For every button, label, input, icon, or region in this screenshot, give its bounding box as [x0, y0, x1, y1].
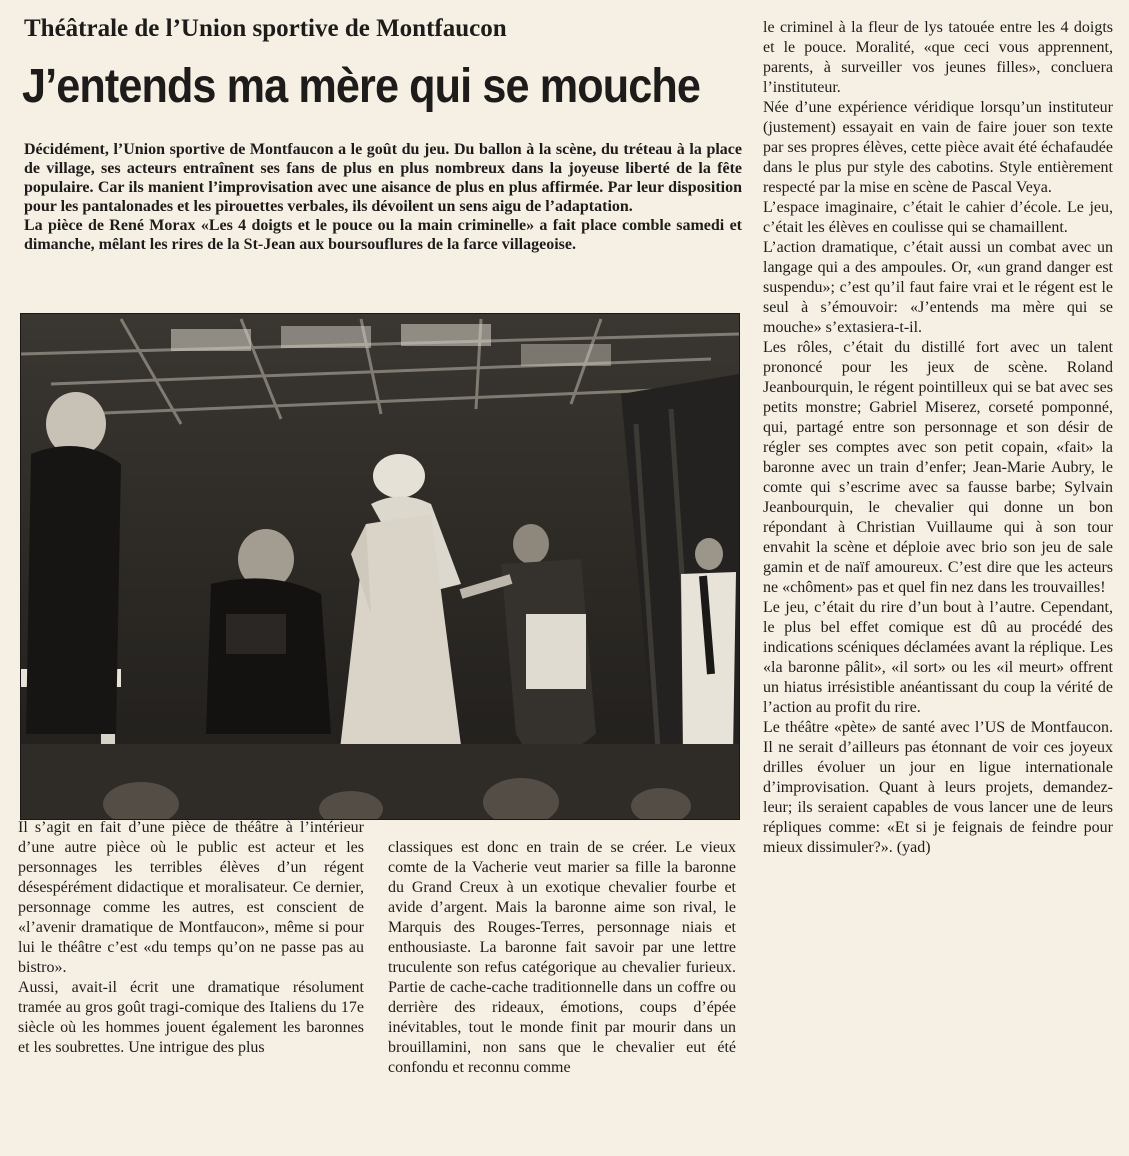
- body-paragraph: Née d’une expérience véridique lorsqu’un instituteur (justement) essayait en vain de faire jouer son texte par ses propres élèves, cette pièce avait été échafaudée dans le plus pur style des cabotins. Style entièrement respecté par la mise en scène de Pascal Veya.: [763, 99, 1113, 196]
- lead-paragraph: Décidément, l’Union sportive de Montfaucon a le goût du jeu. Du ballon à la scène, du tréteau à la place de village, ses acteurs entraînent ses fans de plus en plus nombreux dans la joyeuse liberté de la fête populaire. Car ils manient l’improvisation avec une aisance de plus en plus affirmée. Par leur disposition pour les pantalonades et les pirouettes verbales, ils dévoilent un sens aigu de l’adaptation.: [24, 141, 742, 215]
- body-paragraph: Aussi, avait-il écrit une dramatique résolument tramée au gros goût tragi-comique des Italiens du 17e siècle où les hommes jouent également les baronnes et les soubrettes. Une intrigue des plus: [18, 979, 364, 1056]
- body-paragraph: Le jeu, c’était du rire d’un bout à l’autre. Cependant, le plus bel effet comique est dû au procédé des indications scéniques déclamées avant la réplique. Les «la baronne pâlit», «il sort» ou les «il meurt» offrent un hiatus irrésistible anéantissant du coup la vérité de l’action au profit du rire.: [763, 599, 1113, 716]
- body-paragraph: L’action dramatique, c’était aussi un combat avec un langage qui a des ampoules. Or, «un grand danger est suspendu»; c’est qu’il faut faire vrai et le régent est le seul à s’émouvoir: «J’entends ma mère qui se mouche» s’extasiera-t-il.: [763, 239, 1113, 336]
- article-lead: [24, 140, 742, 254]
- body-paragraph: le criminel à la fleur de lys tatouée entre les 4 doigts et le pouce. Moralité, «que ceci vous apprennent, parents, à surveiller vos jeunes filles», concluera l’instituteur.: [763, 19, 1113, 96]
- body-text: Le théâtre «pète» de santé avec l’US de Montfaucon. Il ne serait d’ailleurs pas étonnant de voir ces joyeux drilles évoluer un jour en ligue internationale d’improvisation. Quant à leurs projets, demandez-leur; ils seraient capables de vous lancer une de leurs répliques comme: «Et si je feignais de feindre pour mieux dissimuler?».: [763, 719, 1113, 856]
- article-column-3: [763, 18, 1113, 858]
- stage-photo-illustration: [21, 314, 739, 819]
- article-column-2: [388, 838, 736, 1078]
- body-paragraph: Il s’agit en fait d’une pièce de théâtre à l’intérieur d’une autre pièce où le public est acteur et les personnages les terribles élèves d’un régent désespérément didactique et moralisateur. Ce dernier, personnage comme les autres, est conscient de «l’avenir dramatique de Montfaucon», même si pour lui le théâtre c’est «du temps qu’on ne passe pas au bistro».: [18, 819, 364, 976]
- article-kicker: Théâtrale de l’Union sportive de Montfaucon: [24, 15, 507, 42]
- author-signature: (yad): [896, 839, 931, 856]
- lead-paragraph: La pièce de René Morax «Les 4 doigts et le pouce ou la main criminelle» a fait place comble samedi et dimanche, mêlant les rires de la St-Jean aux boursouflures de la farce villageoise.: [24, 217, 742, 253]
- article-column-1: [18, 818, 364, 1058]
- body-paragraph: Les rôles, c’était du distillé fort avec un talent prononcé pour les jeux de scène. Roland Jeanbourquin, le régent pointilleux qui se bat avec ses petits monstre; Gabriel Miserez, corseté pomponné, qui, partagé entre son personnage et son désir de régler ses comptes avec son petit copain, «fait» la baronne avec un train d’enfer; Jean-Marie Aubry, le comte qui s’escrime avec sa fausse barbe; Sylvain Jeanbourquin, le chevalier qui donne un bon répondant à Christian Vuillaume qui à son tour envahit la scène et déploie avec brio son jeu de sale gamin et de naïf amoureux. C’est dire que les acteurs ne «chôment» pas et quel fin nez dans les trouvailles!: [763, 339, 1113, 596]
- stage-photo: [20, 313, 740, 820]
- body-paragraph: [763, 718, 1113, 858]
- body-paragraph: classiques est donc en train de se créer. Le vieux comte de la Vacherie veut marier sa fille la baronne du Grand Creux à un exotique chevalier fourbe et avide d’argent. Mais la baronne aime son rival, le Marquis des Rouges-Terres, personnage niais et enthousiaste. La baronne fait savoir par une lettre truculente son refus catégorique au chevalier furieux. Partie de cache-cache traditionnelle dans un coffre ou derrière des rideaux, émotions, coups d’épée inévitables, tout le monde finit par mourir dans un brouillamini, non sans que le chevalier eut été confondu et reconnu comme: [388, 839, 736, 1076]
- article-headline: J’entends ma mère qui se mouche: [22, 60, 700, 113]
- body-paragraph: L’espace imaginaire, c’était le cahier d’école. Le jeu, c’était les élèves en coulisse qui se chamaillent.: [763, 199, 1113, 236]
